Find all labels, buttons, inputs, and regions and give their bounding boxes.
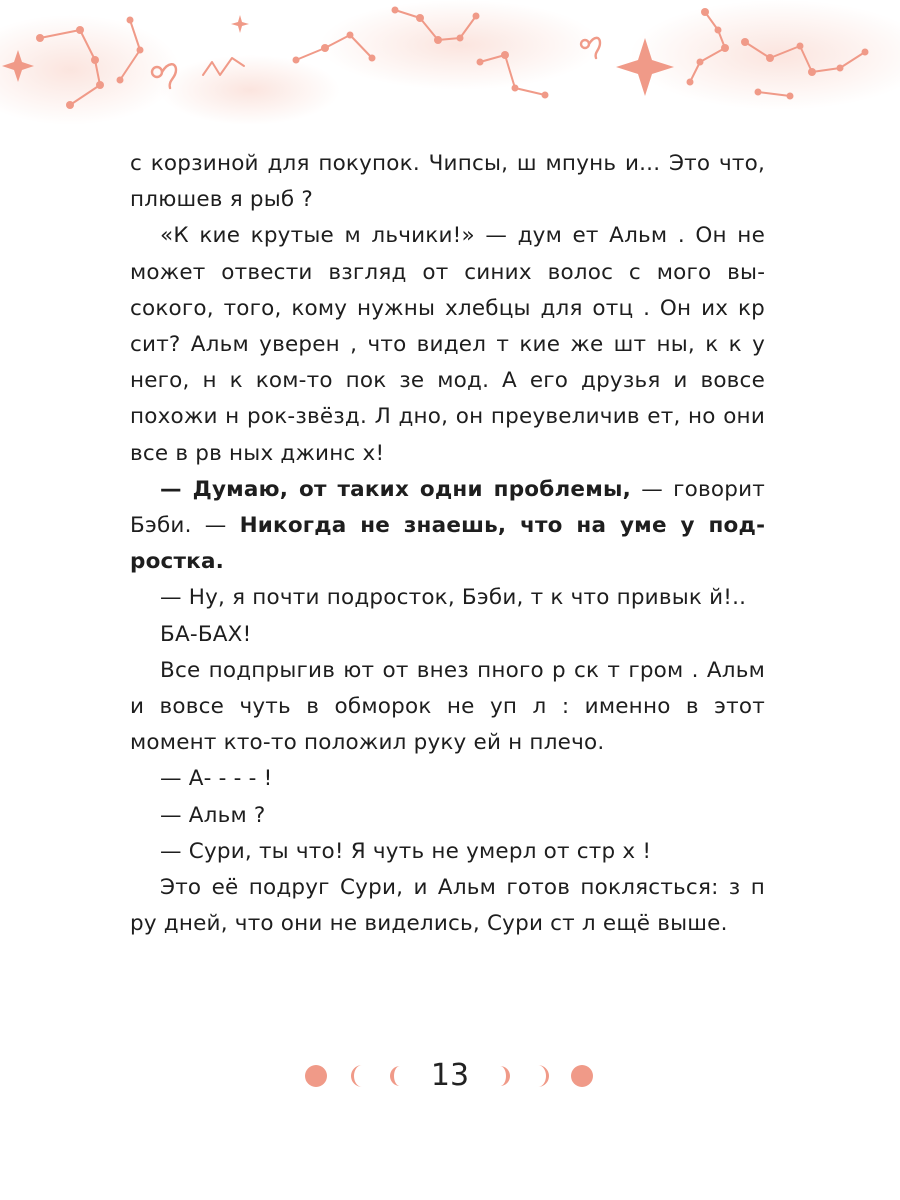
- text-run: Все подпрыгив ют от внез пного р ск т гром . Альм и вовсе чуть в обморок не уп л : именно в этот момент кто-то положил руку ей н плечо.: [130, 657, 765, 756]
- story-text: [130, 146, 765, 942]
- page-number: 13: [430, 1058, 470, 1093]
- paragraph: [130, 580, 765, 616]
- paragraph: [130, 761, 765, 797]
- paragraph: [130, 834, 765, 870]
- text-run: с корзиной для покупок. Чипсы, ш мпунь и... Это что, плюшев я рыб ?: [130, 151, 765, 213]
- text-run: — А- - - - !: [160, 766, 273, 792]
- paragraph: [130, 617, 765, 653]
- paragraph: [130, 653, 765, 762]
- text-run: Это её подруг Сури, и Альм готов поклясться: з п ру дней, что они не виделись, Сури ст л ещё выше.: [130, 875, 765, 937]
- paragraph: [130, 218, 765, 471]
- paragraph: [130, 798, 765, 834]
- bold-text: — Думаю, от таких одни проблемы,: [160, 476, 631, 502]
- text-run: — Альм ?: [160, 802, 266, 828]
- paragraph: [130, 472, 765, 581]
- paragraph: [130, 146, 765, 218]
- crescent-moon-icon: [538, 1065, 549, 1087]
- thin-crescent-moon-icon: [500, 1066, 510, 1086]
- text-run: БА-БАХ!: [160, 621, 252, 647]
- full-moon-icon: [571, 1065, 593, 1087]
- full-moon-icon: [305, 1065, 327, 1087]
- crescent-moon-icon: [351, 1065, 362, 1087]
- text-run: «К кие крутые м льчики!» — дум ет Альм . Он не может отвести взгляд от синих волос с мого высокого, того, кому нужны хлебцы для отц . Он их кр сит? Альм уверен , что видел т кие же шт ны, к к у него, н к ком-то пок зе мод. А его друзья и вовсе похожи н рок-звёзд. Л дно, он преувеличив ет, но они все в рв ных джинс х!: [130, 223, 765, 466]
- bold-text: Никогда не знаешь, что на уме у подростка.: [130, 513, 766, 575]
- paragraph: [130, 870, 765, 942]
- text-run: — Ну, я почти подросток, Бэби, т к что привык й!..: [160, 585, 747, 611]
- thin-crescent-moon-icon: [390, 1066, 400, 1086]
- text-run: — говорит Бэби. —: [130, 476, 765, 539]
- constellation-header: [0, 0, 900, 135]
- text-run: — Сури, ты что! Я чуть не умерл от стр х !: [160, 838, 652, 864]
